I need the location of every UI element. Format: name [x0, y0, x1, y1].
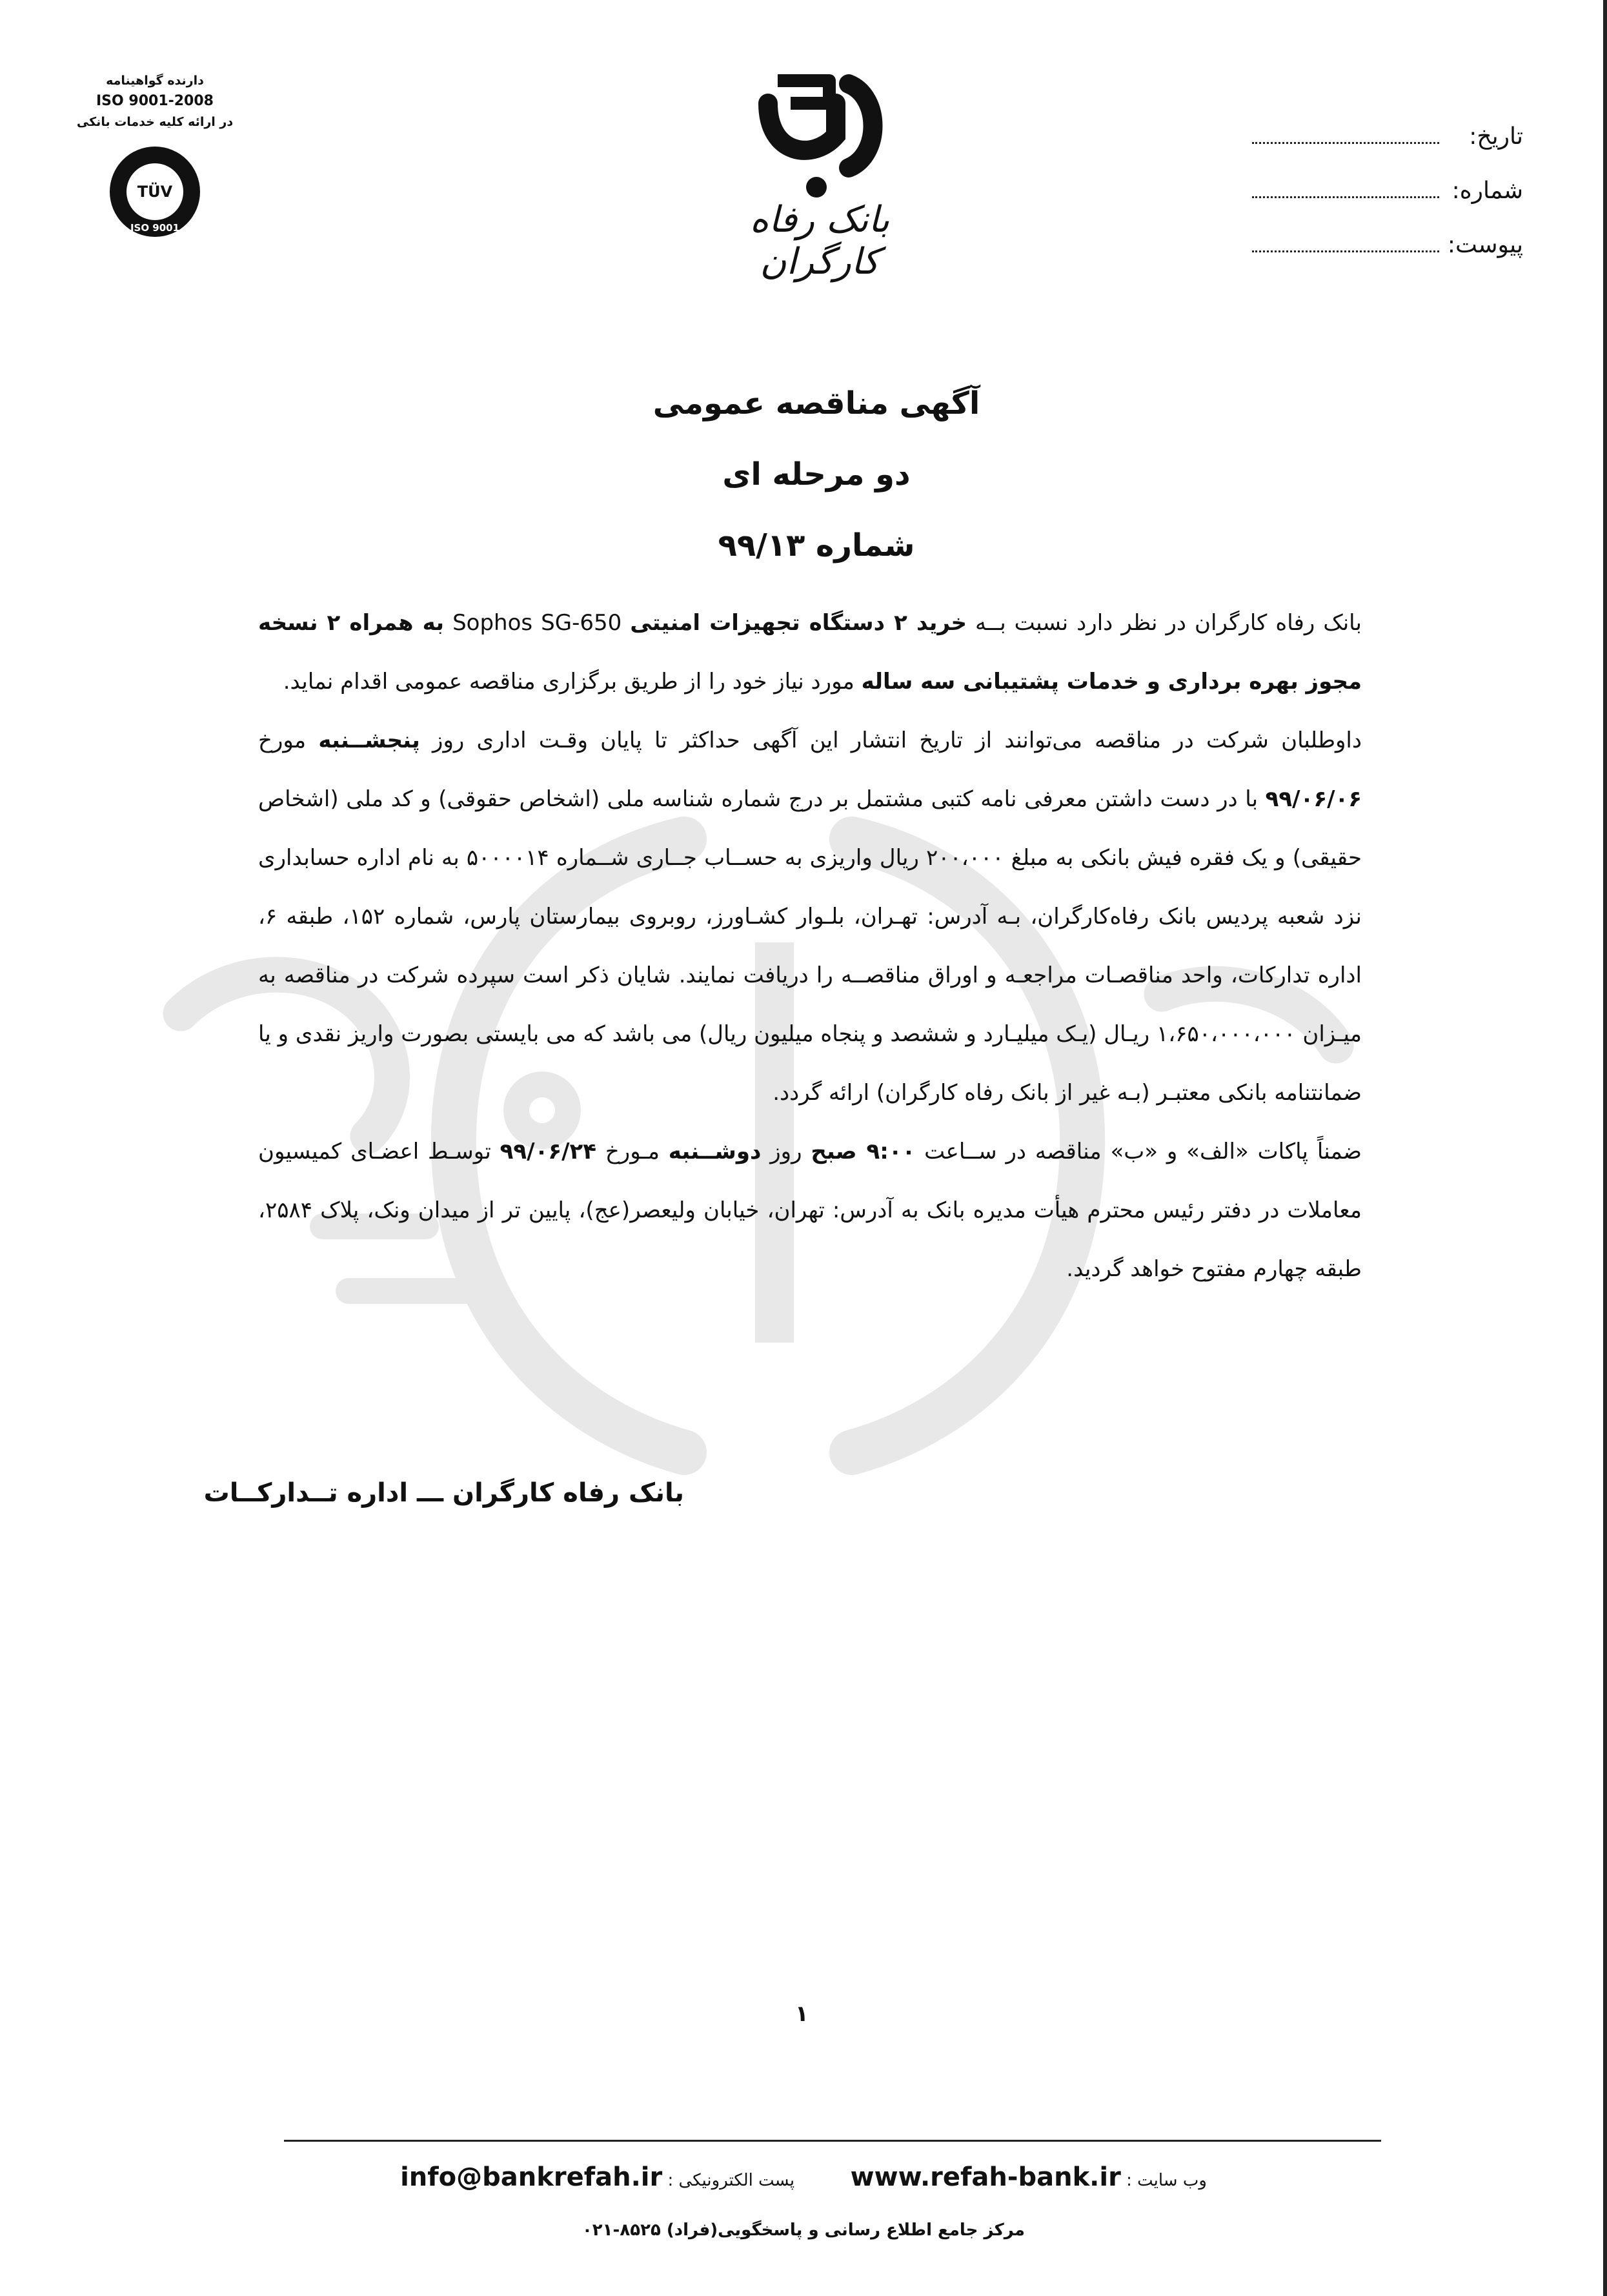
number-blank — [1252, 182, 1439, 198]
call-center-info: مرکز جامع اطلاع رسانی و پاسخگویی(فراد) ۸۵۲۵-۰۲۱ — [581, 2220, 1026, 2240]
page-number: ۱ — [795, 2001, 809, 2027]
title-line-3: شماره ۹۹/۱۳ — [718, 527, 915, 564]
email-link[interactable]: info@bankrefah.ir — [400, 2162, 663, 2192]
p3-text-e: مـورخ — [596, 1139, 669, 1164]
p2-text-a: داوطلبان شرکت در مناقصه می‌توانند از تاریخ انتشار این آگهی حداکثر تا پایان وقـت اداری روز — [419, 727, 1362, 753]
tuv-seal-icon — [106, 143, 203, 240]
attachment-label: پیوست: — [1447, 232, 1523, 258]
p1-text-a: بانک رفاه کارگران در نظر دارد نسبت بــه — [967, 610, 1362, 636]
p3-bold-date: ۹۹/۰۶/۲۴ — [500, 1139, 596, 1164]
paragraph-3 — [258, 1123, 1362, 1299]
paragraph-1 — [258, 594, 1362, 711]
website-link[interactable]: www.refah-bank.ir — [850, 2162, 1121, 2192]
p2-bold-date: ۹۹/۰۶/۰۶ — [1265, 786, 1362, 812]
website-label: وب سایت : — [1126, 2171, 1207, 2190]
p2-text-c: مورخ — [258, 727, 319, 753]
iso-standard: ISO 9001-2008 — [96, 93, 214, 109]
p2-text-e: با در دست داشتن معرفی نامه کتبی مشتمل بر درج شماره شناسه ملی (اشخاص حقوقی) و کد ملی (اشخاص حقیقی) و یک فقره فیش بانکی به مبلغ ۲۰۰،۰۰۰ ریال واریزی به حســاب جــاری شــماره ۵۰۰۰۰۱۴ به نام اداره حسابداری نزد شعبه پردیس بانک رفاه‌کارگران، بـه آدرس: تهـران، بلـوار کشـاورز، روبروی بیمارستان پارس، شماره ۱۵۲، طبقه ۶، اداره تدارکات، واحد مناقصـات مراجعـه و اوراق مناقصــه را دریافت نمایند. شایان ذکر است سپرده شرکت در مناقصه به میـزان ۱،۶۵۰،۰۰۰،۰۰۰ ریـال (یـک میلیـارد و ششصد و پنجاه میلیون ریال) می باشد که می بایستی بصورت واریز نقدی و یا ضمانتنامه بانکی معتبـر (بـه غیر از بانک رفاه کارگران) ارائه گردد. — [258, 786, 1362, 1106]
p2-bold-day: پنجشــنبه — [318, 727, 420, 753]
p1-bold-purchase: خرید ۲ دستگاه تجهیزات امنیتی — [630, 610, 967, 636]
seal-top-text: TÜV — [137, 183, 173, 201]
date-label: تاریخ: — [1469, 123, 1523, 150]
footer-contact — [0, 2162, 1607, 2192]
p3-text-c: روز — [761, 1139, 811, 1164]
p3-bold-day: دوشــنبه — [668, 1139, 762, 1164]
title-line-2: دو مرحله ای — [722, 456, 911, 493]
bank-name-caption: بانک رفاه کارگران — [749, 199, 890, 283]
date-blank — [1252, 128, 1439, 144]
attachment-field — [1252, 218, 1523, 272]
announcement-title — [0, 368, 1607, 581]
footer-divider — [284, 2140, 1381, 2142]
date-field — [1252, 110, 1523, 164]
p3-bold-time: ۹:۰۰ صبح — [811, 1139, 916, 1164]
paragraph-2 — [258, 711, 1362, 1123]
bank-refah-logo-icon — [752, 58, 887, 200]
certificate-label: دارنده گواهینامه — [106, 74, 204, 88]
p1-bold-license: به همراه ۲ نسخه مجوز بهره برداری و خدمات پشتیبانی سه ساله — [258, 610, 1362, 695]
p3-text-g: توسـط اعضـای کمیسیون معاملات در دفتر رئیس محترم هیأت مدیره بانک به آدرس: تهران، خیابان ولیعصر(عج)، پایین تر از میدان ونک، پلاک ۲۵۸۴، طبقه چهارم مفتوح خواهد گردید. — [258, 1139, 1362, 1282]
announcement-body — [258, 594, 1362, 1299]
iso-certificate-block — [58, 71, 252, 240]
bank-logo — [697, 58, 942, 283]
number-field — [1252, 164, 1523, 218]
number-label: شماره: — [1451, 178, 1523, 204]
letter-meta-fields — [1252, 110, 1523, 272]
certificate-scope: در ارائه کلیه خدمات بانکی — [76, 115, 234, 129]
p3-text-a: ضمناً پاکات «الف» و «ب» مناقصه در ســاعت — [915, 1139, 1362, 1164]
p1-text-e: مورد نیاز خود را از طریق برگزاری مناقصه عمومی اقدام نماید. — [283, 669, 862, 695]
signature-line: بانک رفاه کارگران ـــ اداره تــدارکــات — [203, 1478, 684, 1508]
p1-product-model: Sophos SG-650 — [452, 610, 622, 636]
attachment-blank — [1252, 236, 1439, 252]
title-line-1: آگهی مناقصه عمومی — [652, 385, 980, 422]
seal-bottom-text: ISO 9001 — [130, 222, 180, 234]
email-label: پست الکترونیکی : — [667, 2171, 795, 2190]
